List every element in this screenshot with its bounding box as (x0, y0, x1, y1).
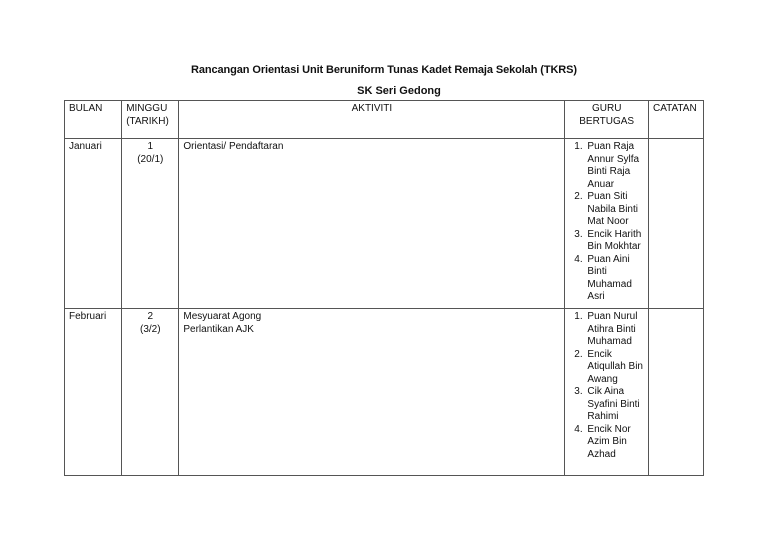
header-catatan: CATATAN (648, 101, 703, 139)
cell-bulan: Februari (65, 309, 122, 476)
list-item: 1. Puan Nurul Atihra Binti Muhamad (585, 311, 644, 349)
teacher-list (569, 141, 644, 304)
header-bulan: BULAN (65, 101, 122, 139)
cell-catatan (648, 139, 703, 309)
list-item: 1. Puan Raja Annur Sylfa Binti Raja Anuar (585, 141, 644, 191)
teacher-list (569, 311, 644, 461)
header-guru-bertugas: GURU BERTUGAS (565, 101, 649, 139)
cell-aktiviti: Mesyuarat Agong Perlantikan AJK (179, 309, 565, 476)
list-item: 4. Encik Nor Azim Bin Azhad (585, 424, 644, 462)
cell-bulan: Januari (65, 139, 122, 309)
table-row (65, 309, 704, 476)
cell-guru-bertugas (565, 139, 649, 309)
table-header-row (65, 101, 704, 139)
cell-aktiviti: Orientasi/ Pendaftaran (179, 139, 565, 309)
list-item: 2. Encik Atiqullah Bin Awang (585, 349, 644, 387)
list-item: 3. Cik Aina Syafini Binti Rahimi (585, 386, 644, 424)
document-title: Rancangan Orientasi Unit Beruniform Tunas Kadet Remaja Sekolah (TKRS) (191, 64, 577, 76)
list-item: 2. Puan Siti Nabila Binti Mat Noor (585, 191, 644, 229)
header-minggu: MINGGU (TARIKH) (122, 101, 179, 139)
cell-minggu: 2 (3/2) (122, 309, 179, 476)
list-item: 4. Puan Aini Binti Muhamad Asri (585, 254, 644, 304)
cell-catatan (648, 309, 703, 476)
header-aktiviti: AKTIVITI (179, 101, 565, 139)
list-item: 3. Encik Harith Bin Mokhtar (585, 229, 644, 254)
school-name: SK Seri Gedong (357, 85, 441, 97)
orientation-plan-table (64, 100, 704, 476)
cell-guru-bertugas (565, 309, 649, 476)
cell-minggu: 1 (20/1) (122, 139, 179, 309)
table-row (65, 139, 704, 309)
